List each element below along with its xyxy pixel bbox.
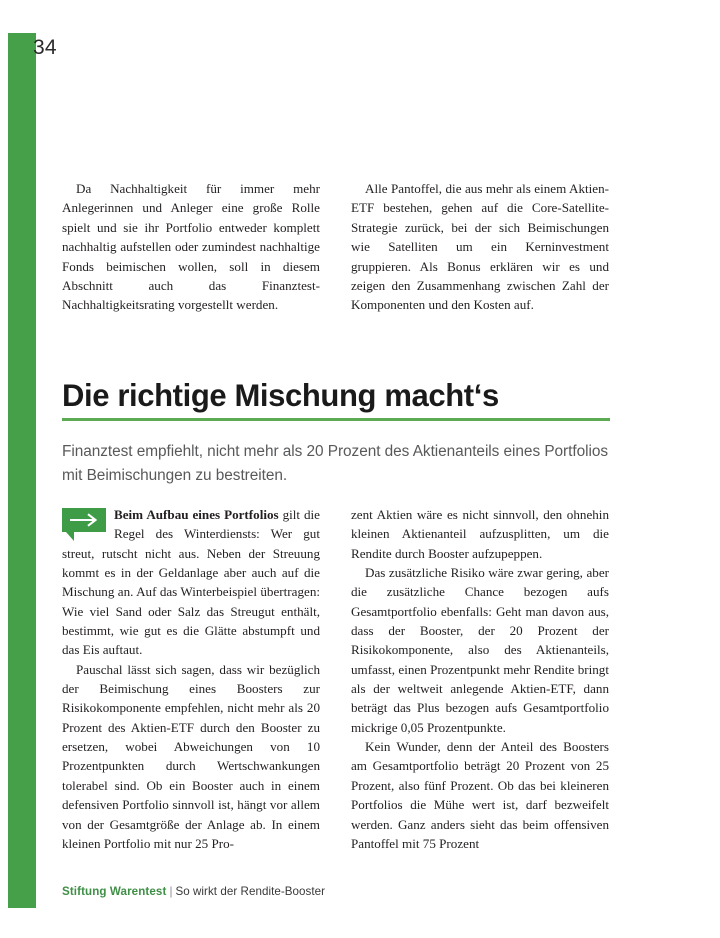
- intro-column-right: [351, 179, 609, 315]
- footer-section-title: So wirkt der Rendite-Booster: [175, 885, 326, 898]
- page-number: 34: [33, 36, 57, 59]
- intro-columns: [62, 179, 610, 315]
- lead-icon-spacer: [62, 505, 114, 526]
- body-column-left: [62, 505, 320, 853]
- body-paragraph-right-1: zent Aktien wäre es nicht sinnvoll, den ohnehin kleinen Aktienanteil aufzusplitten, um die Rendite durch Booster aufzupeppen.: [351, 507, 609, 561]
- footer: [62, 884, 325, 899]
- footer-separator: |: [169, 885, 173, 898]
- body-column-right: [351, 505, 609, 853]
- page-title: Die richtige Mischung macht‘s: [62, 377, 499, 413]
- footer-brand: Stiftung Warentest: [62, 885, 167, 898]
- body-lead-in: Beim Aufbau eines Portfolios: [114, 507, 279, 522]
- body-lead-rest: gilt die Regel des Winterdiensts: Wer gut streut, rutscht nicht aus. Neben der Streuung kommt es in der Geldanlage aber auch auf die Mischung an. Auf das Winterbeispiel übertragen: Wie viel Sand oder Salz das Streugut enthält, bestimmt, wie gut es die Glätte abstumpft und das Eis auftaut.: [62, 507, 320, 658]
- body-paragraph-right-3: Kein Wunder, denn der Anteil des Boosters am Gesamtportfolio beträgt 20 Prozent von 25 Prozent, also fünf Prozent. Ob das bei kleineren Portfolios die Mühe wert ist, darf bezweifelt werden. Ganz anders sieht das beim offensiven Pantoffel mit 75 Prozent: [351, 739, 609, 851]
- headline-underline-rule: [62, 418, 610, 421]
- body-paragraph-right-2: Das zusätzliche Risiko wäre zwar gering, aber die zusätzliche Chance bezogen aufs Gesamtportfolio ebenfalls: Geht man davon aus, dass der Booster, der 20 Prozent der Risikokomponente, also des Aktienanteils, umfasst, einen Prozentpunkt mehr Rendite bringt als der weltweit anlegende Aktien-ETF, dann beträgt das Plus bezogen aufs Gesamtportfolio mickrige 0,05 Prozentpunkte.: [351, 565, 609, 735]
- intro-paragraph-right: Alle Pantoffel, die aus mehr als einem Aktien-ETF bestehen, gehen auf die Core-Satellite-Strategie zurück, bei der sich Beimischungen wie Satelliten um ein Kerninvestment gruppieren. Als Bonus erklären wir es und zeigen den Zusammenhang zwischen Zahl der Komponenten und den Kosten auf.: [351, 181, 609, 313]
- standfirst: Finanztest empfiehlt, nicht mehr als 20 Prozent des Aktienanteils eines Portfolios mit Beimischungen zu bestreiten.: [62, 443, 608, 484]
- body-columns: [62, 505, 610, 853]
- body-paragraph-left-2: Pauschal lässt sich sagen, dass wir bezüglich der Beimischung eines Boosters zur Risikokomponente empfehlen, nicht mehr als 20 Prozent des Aktien-ETF durch den Booster zu ersetzen, wobei Abweichungen von 10 Prozentpunkten durch Wertschwankungen tolerabel sind. Ob ein Booster auch in einem defensiven Portfolio sinnvoll ist, hängt vor allem von der Gesamtgröße der Anlage ab. In einem kleinen Portfolio mit nur 25 Pro-: [62, 661, 320, 851]
- headline-block: [62, 377, 622, 421]
- intro-paragraph-left: Da Nachhaltigkeit für immer mehr Anlegerinnen und Anleger eine große Rolle spielt und sie ihr Portfolio entweder komplett nachhaltig aufstellen oder zumindest nachhaltige Fonds beimischen wollen, soll in diesem Abschnitt auch das Finanztest-Nachhaltigkeitsrating vorgestellt werden.: [62, 181, 320, 313]
- intro-column-left: [62, 179, 320, 315]
- body-lead-paragraph: [62, 505, 320, 660]
- page-edge-green-bar: [8, 33, 36, 908]
